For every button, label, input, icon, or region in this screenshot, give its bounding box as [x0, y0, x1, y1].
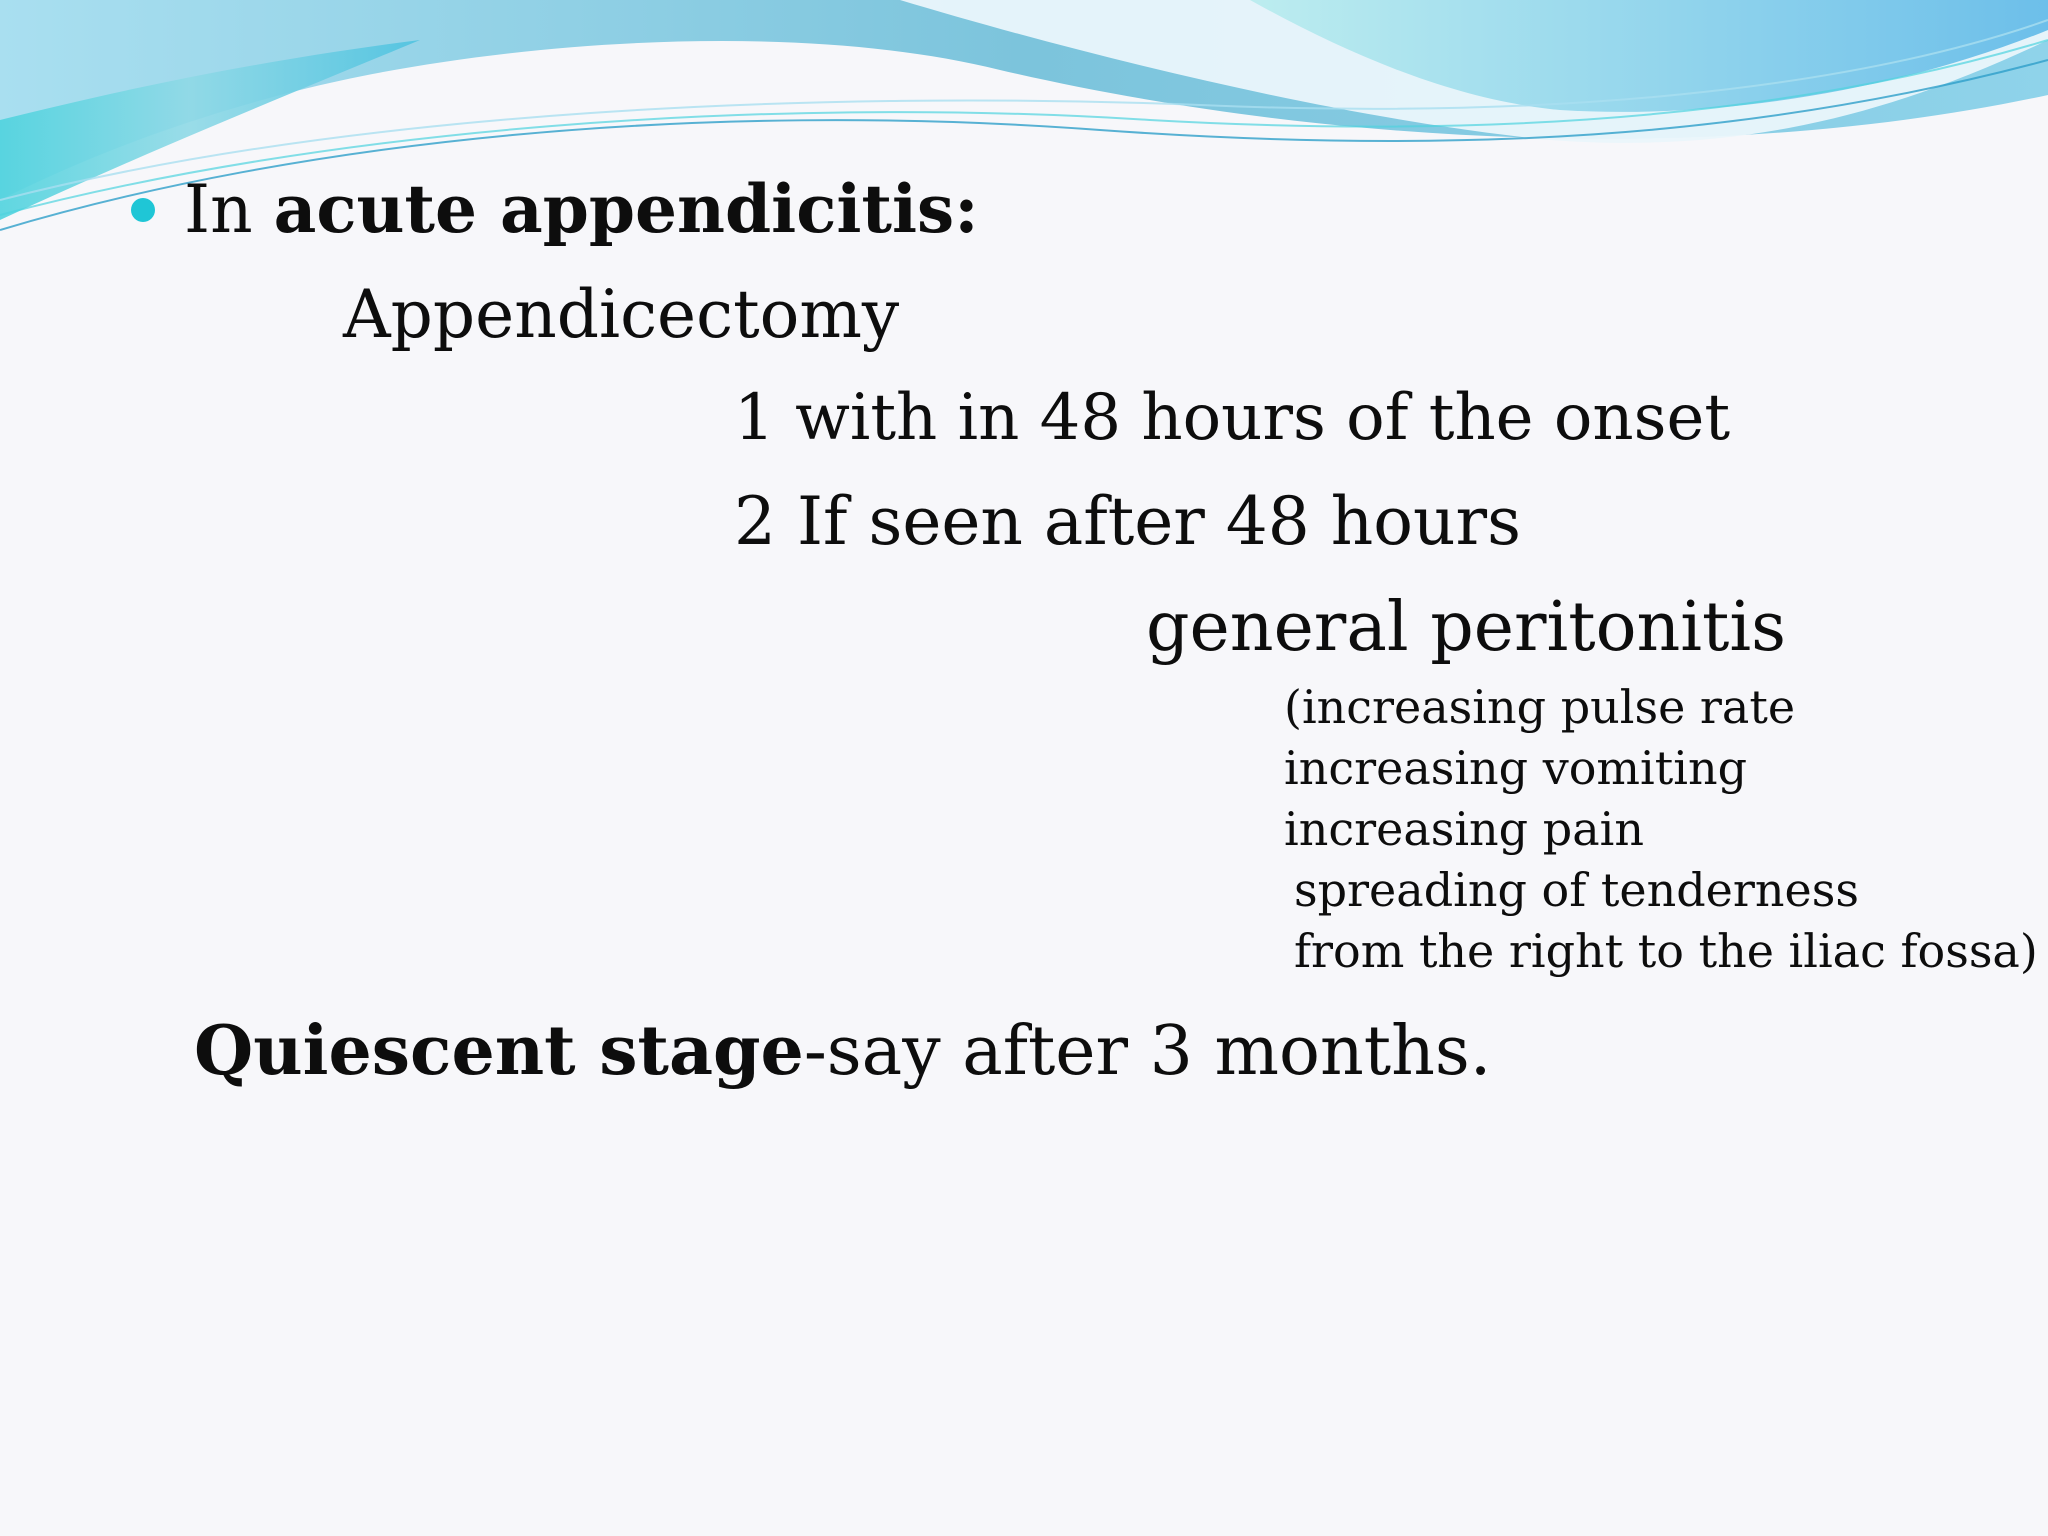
heading-prefix: In	[184, 171, 274, 248]
sign-line: (increasing pulse rate	[1284, 680, 1796, 734]
quiescent-emphasis: Quiescent stage	[194, 1011, 804, 1091]
sign-line: spreading of tenderness	[1294, 863, 1859, 917]
quiescent-line	[194, 1011, 1492, 1091]
quiescent-rest: -say after 3 months.	[803, 1012, 1492, 1091]
treatment-line: Appendicectomy	[343, 276, 900, 353]
bullet-dot-icon	[131, 198, 155, 222]
sign-line: increasing pain	[1284, 802, 1644, 856]
sign-line: increasing vomiting	[1284, 741, 1748, 795]
option-line-2: 2 If seen after 48 hours	[734, 483, 1521, 560]
bullet-heading	[184, 170, 979, 248]
option-line-1: 1 with in 48 hours of the onset	[734, 381, 1731, 455]
sign-line: from the right to the iliac fossa)	[1294, 924, 2038, 978]
heading-emphasis: acute appendicitis:	[273, 170, 979, 248]
complication-line: general peritonitis	[1146, 588, 1787, 667]
